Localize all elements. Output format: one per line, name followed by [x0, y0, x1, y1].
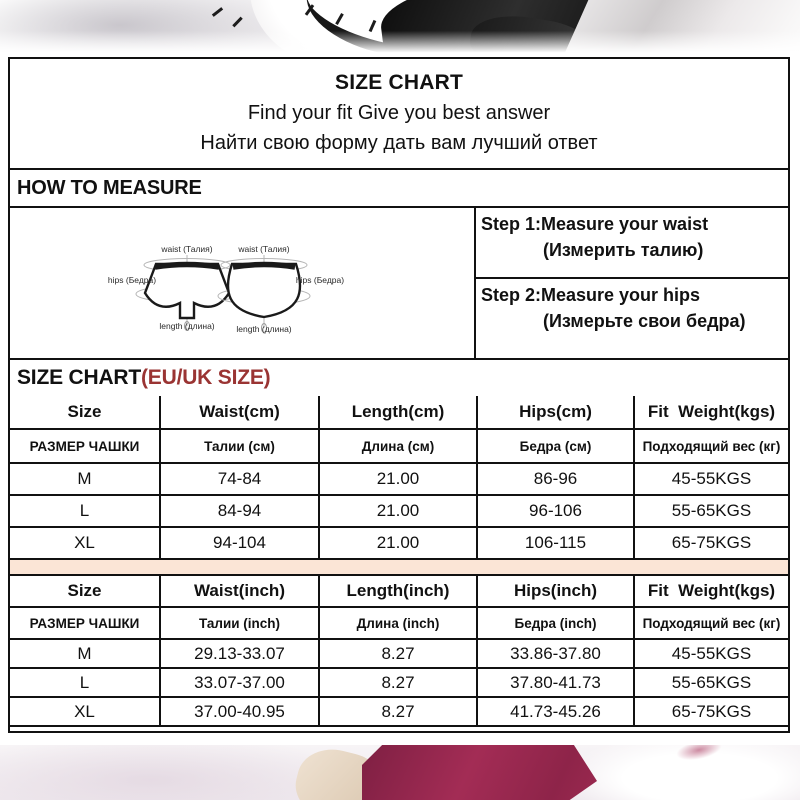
col-header: Size: [10, 396, 160, 429]
table-cell: 86-96: [477, 463, 634, 495]
table-cell: 8.27: [319, 668, 477, 697]
col-header-ru: Длина (см): [319, 429, 477, 463]
col-header: Hips(inch): [477, 576, 634, 607]
col-header-ru: Талии (см): [160, 429, 319, 463]
col-header-ru: Бедра (inch): [477, 607, 634, 639]
diagram-label-hips: hips (Бедра): [295, 275, 345, 285]
how-to-measure-row: [10, 170, 788, 208]
table-cell: 45-55KGS: [634, 639, 788, 668]
diagram-label-length: length (длина): [236, 324, 292, 334]
size-chart-heading-row: [10, 360, 788, 396]
panties-diagram: [10, 208, 474, 358]
table-cell: 37.80-41.73: [477, 668, 634, 697]
how-to-measure-heading: HOW TO MEASURE: [17, 176, 202, 199]
col-header: Size: [10, 576, 160, 607]
bottom-product-photo: [0, 745, 800, 800]
table-cell: 65-75KGS: [634, 697, 788, 726]
table-row: [10, 429, 788, 463]
diagram-label-hips: hips (Бедра): [107, 275, 157, 285]
size-table-cm: [10, 396, 788, 560]
measure-section: [10, 208, 788, 360]
step-2-text-en: Step 2:Measure your hips: [481, 285, 701, 305]
table-cell: 8.27: [319, 639, 477, 668]
table-row-m: [10, 639, 788, 668]
table-cell: 84-94: [160, 495, 319, 527]
step-1-text-ru: (Измерить талию): [543, 240, 704, 260]
subtitle-english: Find your fit Give you best answer: [247, 102, 551, 124]
table-cell: 45-55KGS: [634, 463, 788, 495]
table-cell: 74-84: [160, 463, 319, 495]
col-header-ru: Длина (inch): [319, 607, 477, 639]
table-cell: 96-106: [477, 495, 634, 527]
table-cell: 33.07-37.00: [160, 668, 319, 697]
table-cell: M: [10, 463, 160, 495]
col-header-ru: Подходящий вес (кг): [634, 429, 788, 463]
table-row-l: [10, 495, 788, 527]
table-cell: XL: [10, 527, 160, 559]
col-header: Fit Weight(kgs): [634, 396, 788, 429]
table-row: [10, 396, 788, 429]
measure-steps: [474, 208, 788, 358]
table-cell: 8.27: [319, 697, 477, 726]
table-cell: M: [10, 639, 160, 668]
table-row-xl: [10, 527, 788, 559]
table-cell: 37.00-40.95: [160, 697, 319, 726]
table-row-l: [10, 668, 788, 697]
size-chart-heading-eu-uk: (EU/UK SIZE): [141, 366, 271, 389]
col-header-ru: РАЗМЕР ЧАШКИ: [10, 429, 160, 463]
col-header-ru: Талии (inch): [160, 607, 319, 639]
table-cell: L: [10, 495, 160, 527]
table-row-xl: [10, 697, 788, 726]
col-header-ru: РАЗМЕР ЧАШКИ: [10, 607, 160, 639]
diagram-label-length: length (длина): [159, 321, 215, 331]
burgundy-panty: [362, 745, 597, 800]
table-cell: 41.73-45.26: [477, 697, 634, 726]
col-header: Length(cm): [319, 396, 477, 429]
separator-band: [10, 560, 788, 576]
diagram-label-waist: waist (Талия): [238, 244, 290, 254]
table-cell: 65-75KGS: [634, 527, 788, 559]
title-section: [10, 59, 788, 170]
table-cell: 94-104: [160, 527, 319, 559]
measure-diagram: [10, 208, 474, 358]
table-cell: 29.13-33.07: [160, 639, 319, 668]
table-cell: 55-65KGS: [634, 495, 788, 527]
step-1: [476, 208, 788, 279]
table-row-m: [10, 463, 788, 495]
table-cell: XL: [10, 697, 160, 726]
table-row: [10, 607, 788, 639]
size-chart-heading: SIZE CHART: [17, 366, 142, 389]
top-product-photo: [0, 0, 800, 56]
col-header: Hips(cm): [477, 396, 634, 429]
table-cell: L: [10, 668, 160, 697]
table-cell: 33.86-37.80: [477, 639, 634, 668]
table-cell: 106-115: [477, 527, 634, 559]
step-1-text-en: Step 1:Measure your waist: [481, 214, 709, 234]
col-header: Waist(inch): [160, 576, 319, 607]
subtitle-russian: Найти свою форму дать вам лучший ответ: [200, 132, 598, 154]
step-2: [476, 279, 788, 358]
table-cell: 55-65KGS: [634, 668, 788, 697]
col-header: Length(inch): [319, 576, 477, 607]
table-cell: 21.00: [319, 495, 477, 527]
col-header-ru: Подходящий вес (кг): [634, 607, 788, 639]
size-chart-panel: [8, 57, 790, 733]
col-header: Waist(cm): [160, 396, 319, 429]
diagram-label-waist: waist (Талия): [161, 244, 213, 254]
col-header-ru: Бедра (см): [477, 429, 634, 463]
table-cell: 21.00: [319, 527, 477, 559]
size-table-inch: [10, 576, 788, 727]
col-header: Fit Weight(kgs): [634, 576, 788, 607]
page-title: SIZE CHART: [335, 71, 463, 94]
photo-fade-overlay: [0, 0, 800, 56]
table-cell: 21.00: [319, 463, 477, 495]
step-2-text-ru: (Измерьте свои бедра): [543, 311, 746, 331]
table-row: [10, 576, 788, 607]
